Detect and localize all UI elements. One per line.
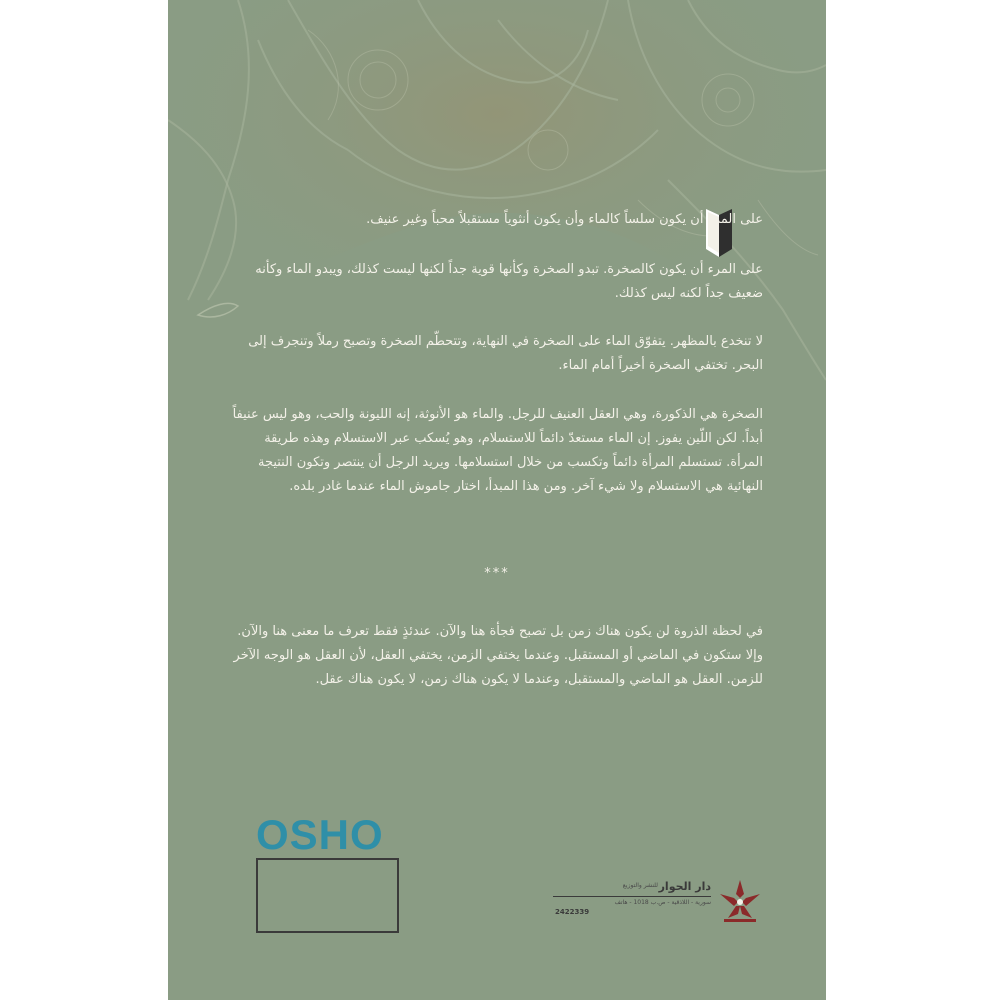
barcode-box: [256, 858, 399, 933]
publisher-phone: 2422339: [555, 908, 590, 916]
publisher-tagline: للنشر والتوزيع: [622, 882, 658, 889]
author-name: OSHO: [256, 811, 384, 858]
paragraph-2: على المرء أن يكون كالصخرة. تبدو الصخرة وكأنها قوية جداً لكنها ليست كذلك، ويبدو الماء وكأنه ضعيف جداً لكنه ليس كذلك.: [255, 262, 763, 301]
publisher-divider: [553, 896, 711, 897]
book-back-cover: [168, 0, 826, 1000]
section-separator: ***: [484, 566, 510, 581]
publisher-logo-icon: [716, 876, 764, 924]
publisher-block: [553, 876, 768, 926]
paragraph-1: على المرء أن يكون سلساً كالماء وأن يكون أنثوياً مستقبلاً محباً وغير عنيف.: [366, 212, 763, 227]
paragraph-4: الصخرة هي الذكورة، وهي العقل العنيف للرجل. والماء هو الأنوثة، إنه الليونة والحب، وهو ليس عنيفاً أبداً. لكن اللّين يفوز. إن الماء مستعدّ دائماً للاستسلام، وهو يُسكب عبر الاستسلام وهذه طريقة المرأة. تستسلم المرأة دائماً وتكسب من خلال استسلامها. ويريد الرجل أن ينتصر وتكون النتيجة النهائية هي الاستسلام ولا شيء آخر. ومن هذا المبدأ، اختار جاموش الماء عندما غادر بلده.: [232, 407, 763, 494]
publisher-address: سورية - اللاذقية - ص.ب 1018 - هاتف: [614, 899, 711, 906]
paragraph-3: لا تنخدع بالمظهر. يتفوّق الماء على الصخرة في النهاية، وتتحطّم الصخرة وتصبح رملاً وتنجرف إلى البحر. تختفي الصخرة أخيراً أمام الماء.: [248, 334, 763, 373]
paragraph-5: في لحظة الذروة لن يكون هناك زمن بل تصبح فجأة هنا والآن. عندئذٍ فقط تعرف ما معنى هنا والآن. وإلا ستكون في الماضي أو المستقبل. وعندما يختفي الزمن، يختفي العقل، لأن العقل هو الوجه الآخر للزمن. العقل هو الماضي والمستقبل، وعندما لا يكون هناك زمن، لا يكون هناك عقل.: [233, 624, 763, 687]
publisher-name: دار الحوار: [658, 880, 711, 893]
